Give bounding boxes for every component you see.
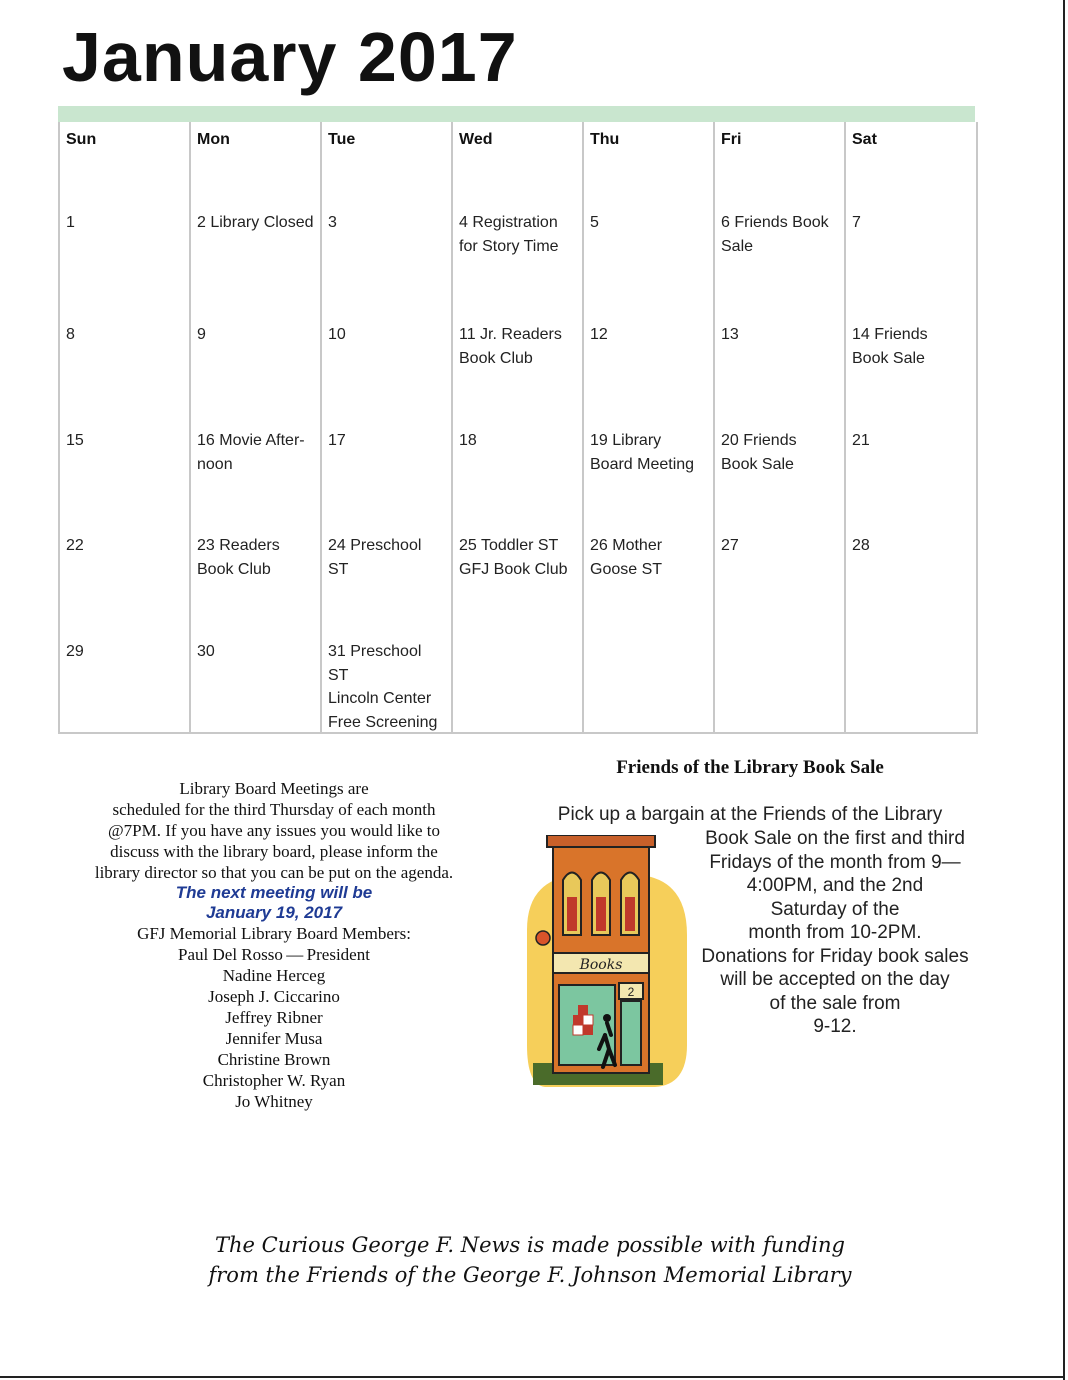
day-cell	[846, 633, 978, 734]
day-cell: 25 Toddler ST GFJ Book Club	[453, 527, 584, 633]
day-cell: 30	[191, 633, 322, 734]
day-cell: 2 Library Closed	[191, 204, 322, 316]
day-cell: 28	[846, 527, 978, 633]
day-cell: 26 Mother Goose ST	[584, 527, 715, 633]
book-sale-line: 9-12.	[813, 1016, 857, 1037]
board-member: Christine Brown	[217, 1050, 331, 1069]
day-cell: 8	[60, 316, 191, 422]
book-stack	[578, 1005, 588, 1015]
day-cell: 10	[322, 316, 453, 422]
window-right-pane	[625, 897, 635, 931]
next-meeting-date: January 19, 2017	[205, 903, 343, 922]
board-member: Jo Whitney	[235, 1092, 313, 1111]
board-member: Jennifer Musa	[225, 1029, 323, 1048]
book-sale-line: Book Sale on the first and third	[705, 828, 965, 849]
day-cell: 12	[584, 316, 715, 422]
day-cell: 17	[322, 422, 453, 527]
board-member: Jeffrey Ribner	[225, 1008, 323, 1027]
bookstore-illustration	[515, 835, 690, 1090]
book-sale-line: will be accepted on the day	[720, 969, 950, 990]
weekday-header: Tue	[322, 122, 453, 204]
day-cell	[715, 633, 846, 734]
day-cell: 23 Readers Book Club	[191, 527, 322, 633]
board-member: Christopher W. Ryan	[202, 1071, 346, 1090]
day-cell: 22	[60, 527, 191, 633]
shop-door	[621, 1001, 641, 1065]
calendar-grid	[58, 122, 976, 734]
door-number: 2	[627, 985, 635, 999]
day-cell: 18	[453, 422, 584, 527]
book-stack	[573, 1015, 583, 1025]
day-cell: 31 Preschool ST Lincoln Center Free Screening	[322, 633, 453, 734]
day-cell: 11 Jr. Readers Book Club	[453, 316, 584, 422]
day-cell: 16 Movie After- noon	[191, 422, 322, 527]
day-cell: 9	[191, 316, 322, 422]
day-cell: 7	[846, 204, 978, 316]
footer-line: from the Friends of the George F. Johnson Memorial Library	[208, 1263, 852, 1287]
window-middle-pane	[596, 897, 606, 931]
book-sale-line: Saturday of the	[770, 899, 900, 920]
page-border-right	[1063, 0, 1065, 1380]
board-meeting-notice	[62, 778, 486, 1112]
footer-credit	[140, 1230, 920, 1290]
board-text-line: Library Board Meetings are	[179, 779, 369, 798]
weekday-header: Fri	[715, 122, 846, 204]
book-sale-line: of the sale from	[769, 993, 901, 1014]
calendar-header-band	[58, 106, 975, 122]
members-heading: GFJ Memorial Library Board Members:	[137, 924, 411, 943]
board-text-line: @7PM. If you have any issues you would like to	[107, 821, 440, 840]
book-sale-line: month from 10-2PM.	[748, 922, 922, 943]
day-cell: 3	[322, 204, 453, 316]
page-title: January 2017	[62, 18, 518, 96]
book-sale-line: Fridays of the month from 9—	[709, 852, 961, 873]
book-stack	[583, 1025, 593, 1035]
board-text-line: library director so that you can be put on the agenda.	[94, 863, 454, 882]
day-cell: 6 Friends Book Sale	[715, 204, 846, 316]
shop-sign-text: Books	[579, 957, 623, 973]
page-border-bottom	[0, 1376, 1065, 1378]
window-left-pane	[567, 897, 577, 931]
day-cell: 15	[60, 422, 191, 527]
book-sale-line: Donations for Friday book sales	[701, 946, 969, 967]
board-member: Nadine Herceg	[222, 966, 326, 985]
lamp-icon	[536, 931, 550, 945]
day-cell: 19 Library Board Meeting	[584, 422, 715, 527]
next-meeting-label: The next meeting will be	[175, 883, 373, 902]
book-sale-title: Friends of the Library Book Sale	[616, 757, 884, 778]
board-member: Joseph J. Ciccarino	[208, 987, 340, 1006]
book-stack	[583, 1015, 593, 1025]
day-cell: 14 Friends Book Sale	[846, 316, 978, 422]
day-cell: 1	[60, 204, 191, 316]
board-text-line: discuss with the library board, please inform the	[110, 842, 438, 861]
board-member: Paul Del Rosso — President	[178, 945, 370, 964]
weekday-header: Thu	[584, 122, 715, 204]
day-cell: 21	[846, 422, 978, 527]
roof-cornice	[547, 835, 655, 847]
weekday-header: Sat	[846, 122, 978, 204]
day-cell: 5	[584, 204, 715, 316]
book-sale-line: 4:00PM, and the 2nd	[746, 875, 924, 896]
walking-person-head	[603, 1014, 611, 1022]
day-cell: 27	[715, 527, 846, 633]
book-sale-line: Pick up a bargain at the Friends of the Library	[557, 804, 943, 825]
day-cell: 24 Preschool ST	[322, 527, 453, 633]
day-cell: 13	[715, 316, 846, 422]
day-cell: 20 Friends Book Sale	[715, 422, 846, 527]
day-cell	[584, 633, 715, 734]
board-text-line: scheduled for the third Thursday of each month	[112, 800, 436, 819]
day-cell: 4 Registration for Story Time	[453, 204, 584, 316]
weekday-header: Mon	[191, 122, 322, 204]
weekday-header: Sun	[60, 122, 191, 204]
day-cell: 29	[60, 633, 191, 734]
book-stack	[573, 1025, 583, 1035]
footer-line: The Curious George F. News is made possible with funding	[215, 1233, 845, 1257]
day-cell	[453, 633, 584, 734]
weekday-header: Wed	[453, 122, 584, 204]
